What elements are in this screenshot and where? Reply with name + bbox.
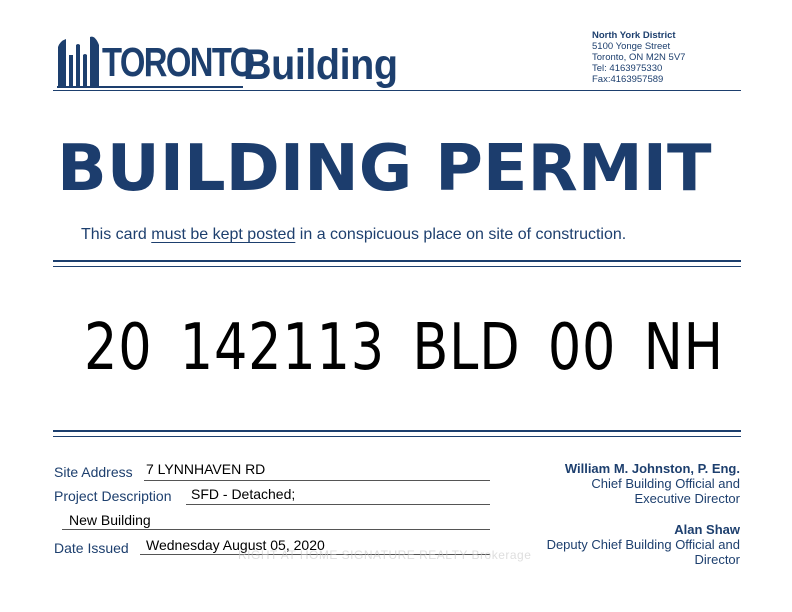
permit-number: 20 142113 BLD 00 NH [84,311,724,385]
signature-block-chief [565,461,740,506]
project-description-label: Project Description [54,488,172,504]
notice-text-end: in a conspicuous place on site of construction. [295,226,627,243]
project-description-value-continued: New Building [69,512,151,528]
deputy-official-title-1: Deputy Chief Building Official and [546,537,740,552]
brokerage-watermark: RIGHT AT HOME SIGNATURE REALTY Brokerage [238,548,532,562]
date-issued-label: Date Issued [54,540,129,556]
chief-official-name: William M. Johnston, P. Eng. [564,461,740,476]
notice-text-start: This card [81,226,152,243]
posting-notice [81,226,626,244]
district-name: North York District [592,30,676,41]
header-divider [53,90,741,91]
date-issued-value: Wednesday August 05, 2020 [146,537,325,553]
project-description-line [186,504,490,505]
logo-toronto-text: TORONTO [102,39,254,85]
office-city: Toronto, ON M2N 5V7 [592,52,686,63]
city-hall-icon [57,33,101,87]
section-divider-bottom [53,430,741,437]
section-divider-top [53,260,741,267]
deputy-official-name: Alan Shaw [674,522,740,537]
toronto-building-logo [57,33,417,95]
site-address-line [144,480,490,481]
project-description-value: SFD - Detached; [191,486,296,502]
office-tel: Tel: 4163975330 [592,63,663,74]
chief-official-title-2: Executive Director [634,491,740,506]
office-fax: Fax:4163957589 [592,74,664,85]
chief-official-title-1: Chief Building Official and [591,476,740,491]
deputy-official-title-2: Director [694,552,740,567]
district-office-address [592,30,685,85]
site-address-value: 7 LYNNHAVEN RD [146,461,266,477]
page-title: BUILDING PERMIT [57,132,712,206]
logo-underline [57,86,243,88]
signature-block-deputy [547,522,740,567]
project-description-line-2 [62,529,490,530]
logo-building-text: Building [243,41,398,89]
site-address-label: Site Address [54,464,133,480]
office-street: 5100 Yonge Street [592,41,671,52]
notice-text-underlined: must be kept posted [151,226,296,243]
